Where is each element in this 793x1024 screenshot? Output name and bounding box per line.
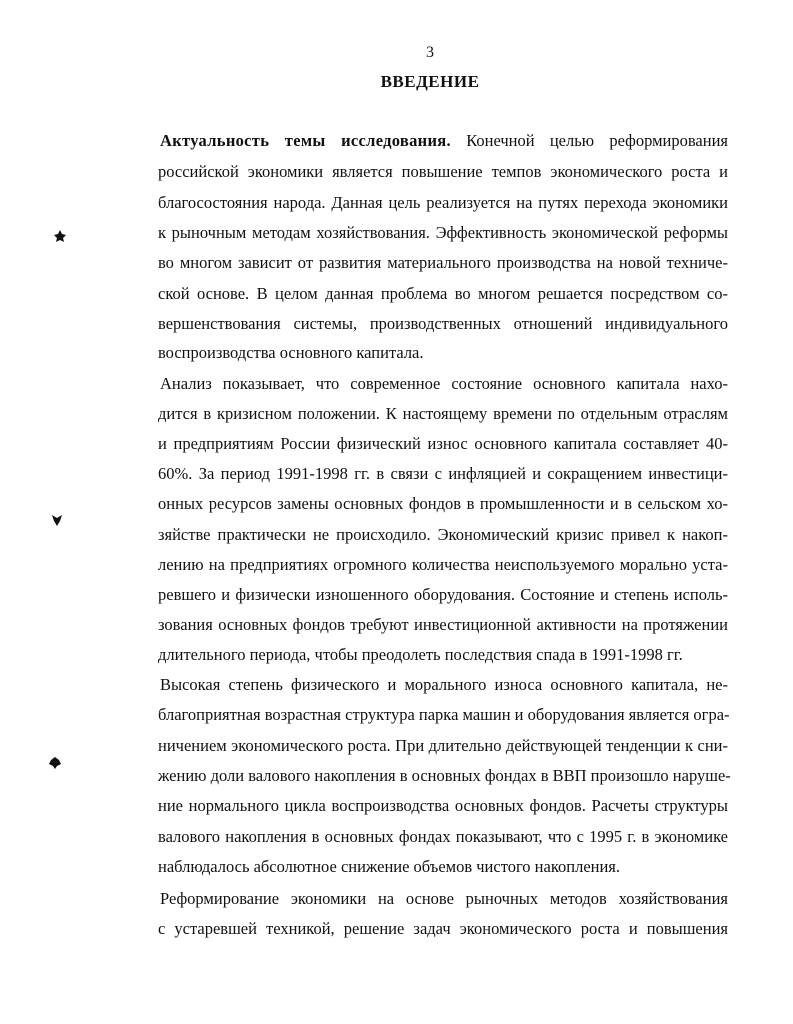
paragraph-2-line-3: и предприятиям России физический износ основного капитала составляет 40- xyxy=(158,434,728,453)
paragraph-4-line-2: с устаревшей техникой, решение задач экономического роста и повышения xyxy=(158,919,728,938)
paragraph-1-line-6: ской основе. В целом данная проблема во многом решается посредством со- xyxy=(158,284,728,303)
paragraph-text: Конечной целью реформирования xyxy=(450,131,728,150)
paragraph-2-line-1: Анализ показывает, что современное состояние основного капитала нахо- xyxy=(160,374,728,393)
paragraph-3-line-1: Высокая степень физического и морального износа основного капитала, не- xyxy=(160,675,728,694)
paragraph-1-line-1 xyxy=(160,131,728,151)
paragraph-2-line-7: лению на предприятиях огромного количества неиспользуемого морально уста- xyxy=(158,555,728,574)
page-number: 3 xyxy=(426,44,434,61)
paragraph-1-line-7: вершенствования системы, производственных отношений индивидуального xyxy=(158,314,728,333)
paragraph-3-line-2: благоприятная возрастная структура парка машин и оборудования является огра- xyxy=(158,705,730,724)
paragraph-2-line-4: 60%. За период 1991-1998 гг. в связи с инфляцией и сокращением инвестици- xyxy=(158,464,728,483)
ink-blot-icon xyxy=(48,756,62,770)
section-heading: ВВЕДЕНИЕ xyxy=(380,72,480,91)
ink-blot-icon xyxy=(50,513,64,527)
paragraph-1-line-5: во многом зависит от развития материального производства на новой техниче- xyxy=(158,253,728,272)
paragraph-2-line-6: зяйстве практически не происходило. Экономический кризис привел к накоп- xyxy=(158,525,728,544)
paragraph-1-line-8: воспроизводства основного капитала. xyxy=(158,343,424,362)
paragraph-3-line-7: наблюдалось абсолютное снижение объемов чистого накопления. xyxy=(158,857,621,876)
paragraph-lead: Актуальность темы исследования. xyxy=(160,131,451,150)
paragraph-3-line-5: ние нормального цикла воспроизводства основных фондов. Расчеты структуры xyxy=(158,796,728,815)
paragraph-2-line-10: длительного периода, чтобы преодолеть последствия спада в 1991-1998 гг. xyxy=(158,645,683,664)
paragraph-3-line-3: ничением экономического роста. При длительно действующей тенденции к сни- xyxy=(158,736,728,755)
paragraph-3-line-6: валового накопления в основных фондах показывают, что с 1995 г. в экономике xyxy=(158,827,728,846)
paragraph-1-line-3: благосостояния народа. Данная цель реализуется на путях перехода экономики xyxy=(158,193,728,212)
paragraph-3-line-4: жению доли валового накопления в основных фондах в ВВП произошло наруше- xyxy=(158,766,731,785)
paragraph-2-line-5: онных ресурсов замены основных фондов в промышленности и в сельском хо- xyxy=(158,494,728,513)
paragraph-2-line-8: ревшего и физически изношенного оборудования. Состояние и степень исполь- xyxy=(158,585,728,604)
paragraph-4-line-1: Реформирование экономики на основе рыночных методов хозяйствования xyxy=(160,889,728,908)
ink-blot-icon xyxy=(53,229,67,243)
paragraph-2-line-9: зования основных фондов требуют инвестиционной активности на протяжении xyxy=(158,615,728,634)
paragraph-2-line-2: дится в кризисном положении. К настоящему времени по отдельным отраслям xyxy=(158,404,728,423)
paragraph-1-line-4: к рыночным методам хозяйствования. Эффективность экономической реформы xyxy=(158,223,728,242)
paragraph-1-line-2: российской экономики является повышение темпов экономического роста и xyxy=(158,162,728,181)
